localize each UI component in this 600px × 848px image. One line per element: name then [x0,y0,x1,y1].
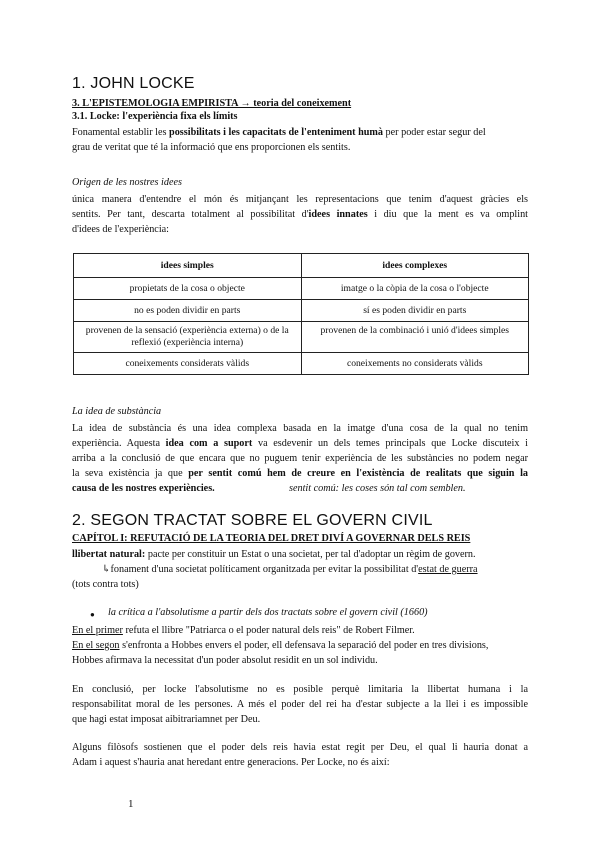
p3-line4-bold: per sentit comú hem de creure en l'existència de realitats que siguin la [188,468,528,479]
p2-line3: d'idees de l'experiència: [72,224,170,235]
table-cell: propietats de la cosa o objecte [74,278,302,300]
conclusio-line2: responsabilitat moral de les persones. A més el poder del rei ha d'estar subjecte a la llei i es impossible [72,699,528,710]
table-header-complex: idees complexes [301,254,529,278]
conclusio-line3: que hagi estat imposat aibitrariamnet per Deu. [72,714,261,725]
p1-bold: possibilitats i les capacitats de l'enteniment humà [169,127,383,138]
segon-line [72,639,488,653]
chapter-heading: CAPÍTOL I: REFUTACIÓ DE LA TEORIA DEL DRET DIVÍ A GOVERNAR DELS REIS [72,533,471,544]
origin-title: Origen de les nostres idees [72,177,182,188]
p3-line4-text: la seva existència ja que [72,468,189,479]
page-number: 1 [128,798,134,810]
paragraph-fonamental [72,126,528,140]
table-cell: coneixements considerats vàlids [74,353,302,375]
table-cell: coneixements no considerats vàlids [301,353,529,375]
p3-line2 [72,437,528,451]
p2-text-c: i diu que la ment es va omplint [367,209,529,220]
table-row [74,353,529,375]
subheading-3-1: 3.1. Locke: l'experiència fixa els límits [72,111,238,122]
section-heading-segon-tractat: 2. SEGON TRACTAT SOBRE EL GOVERN CIVIL [72,512,433,529]
table-header-simple: idees simples [74,254,302,278]
p3-line1: La idea de substància és una idea complexa basada en la imatge d'una cosa de la qual no tenim [72,423,528,434]
alguns-line1: Alguns filòsofs sostienen que el poder dels reis havia estat regit per Deu, el qual li hauria donat a [72,742,528,753]
table-cell: provenen de la combinació i unió d'idees simples [301,322,529,353]
bullet-icon: ● [90,610,95,619]
segon-label: En el segon [72,640,120,651]
paragraph-fonamental-line2: grau de veritat que té la informació que ens proporcionen els sentits. [72,142,351,153]
p3-bold-a: idea com a suport [165,438,253,449]
fonament-line [102,563,478,577]
table-cell: sí es poden dividir en parts [301,300,529,322]
table-row [74,300,529,322]
llibertat-natural-line [72,548,476,562]
fonament-text: ↳fonament d'una societat políticament organitzada per evitar la possibilitat d' [102,564,419,575]
table-row [74,322,529,353]
p3-text-a: experiència. Aquesta [72,438,166,449]
table-header-row [74,254,529,278]
p3-line5-bold: causa de les nostres experiències. [72,483,215,494]
primer-text: refuta el llibre "Patriarca o el poder natural dels reis" de Robert Filmer. [122,625,415,636]
estat-de-guerra: estat de guerra [418,564,478,575]
subheading-epistemologia: 3. L'EPISTEMOLOGIA EMPIRISTA → teoria del coneixement [72,98,352,109]
p3-line5-note: sentit comú: les coses són tal com semblen. [289,483,466,494]
ideas-table [73,253,529,375]
tots-contra-tots: (tots contra tots) [72,579,139,590]
p1-text-c: per poder estar segur del [383,127,486,138]
p2-line1: única manera d'entendre el món és mitjançant les representacions que tenim d'aquest gràcies els [72,194,528,205]
substance-title: La idea de substància [72,406,162,417]
table-row [74,278,529,300]
p2-text-a: sentits. Per tant, descarta totalment al possibilitat d' [72,209,309,220]
p1-text-a: Fonamental establir les [72,127,170,138]
primer-line [72,624,415,638]
segon-text: s'enfronta a Hobbes envers el poder, ell defensava la separació del poder en tres divisions, [119,640,489,651]
llibertat-label: llibertat natural: [72,549,146,560]
p2-line2 [72,208,528,222]
p3-line3: arriba a la conclusió de que encara que no puguem tenir experiència de les substàncies no podem negar [72,453,528,464]
segon-line2: Hobbes afirmava la necessitat d'un poder absolut residit en un sol individu. [72,655,378,666]
p3-line4 [72,467,528,481]
llibertat-text: pacte per constituir un Estat o una societat, per tal d'adoptar un règim de govern. [145,549,476,560]
bullet-critica: la crítica a l'absolutisme a partir dels dos tractats sobre el govern civil (1660) [108,607,428,618]
alguns-line2: Adam i aquest s'hauria anat heredant entre generacions. Per Locke, no és així: [72,757,390,768]
p2-bold: idees innates [308,209,368,220]
conclusio-line1: En conclusió, per locke l'absolutisme no es posible perquè limitaria la llibertat humana i la [72,684,528,695]
section-heading-john-locke: 1. JOHN LOCKE [72,75,195,92]
p3-text-c: va esdevenir un dels temes principals que Locke discuteix i [252,438,528,449]
table-cell: no es poden dividir en parts [74,300,302,322]
primer-label: En el primer [72,625,123,636]
table-cell: imatge o la còpia de la cosa o l'objecte [301,278,529,300]
table-cell: provenen de la sensació (experiència externa) o de la reflexió (experiència interna) [74,322,302,353]
